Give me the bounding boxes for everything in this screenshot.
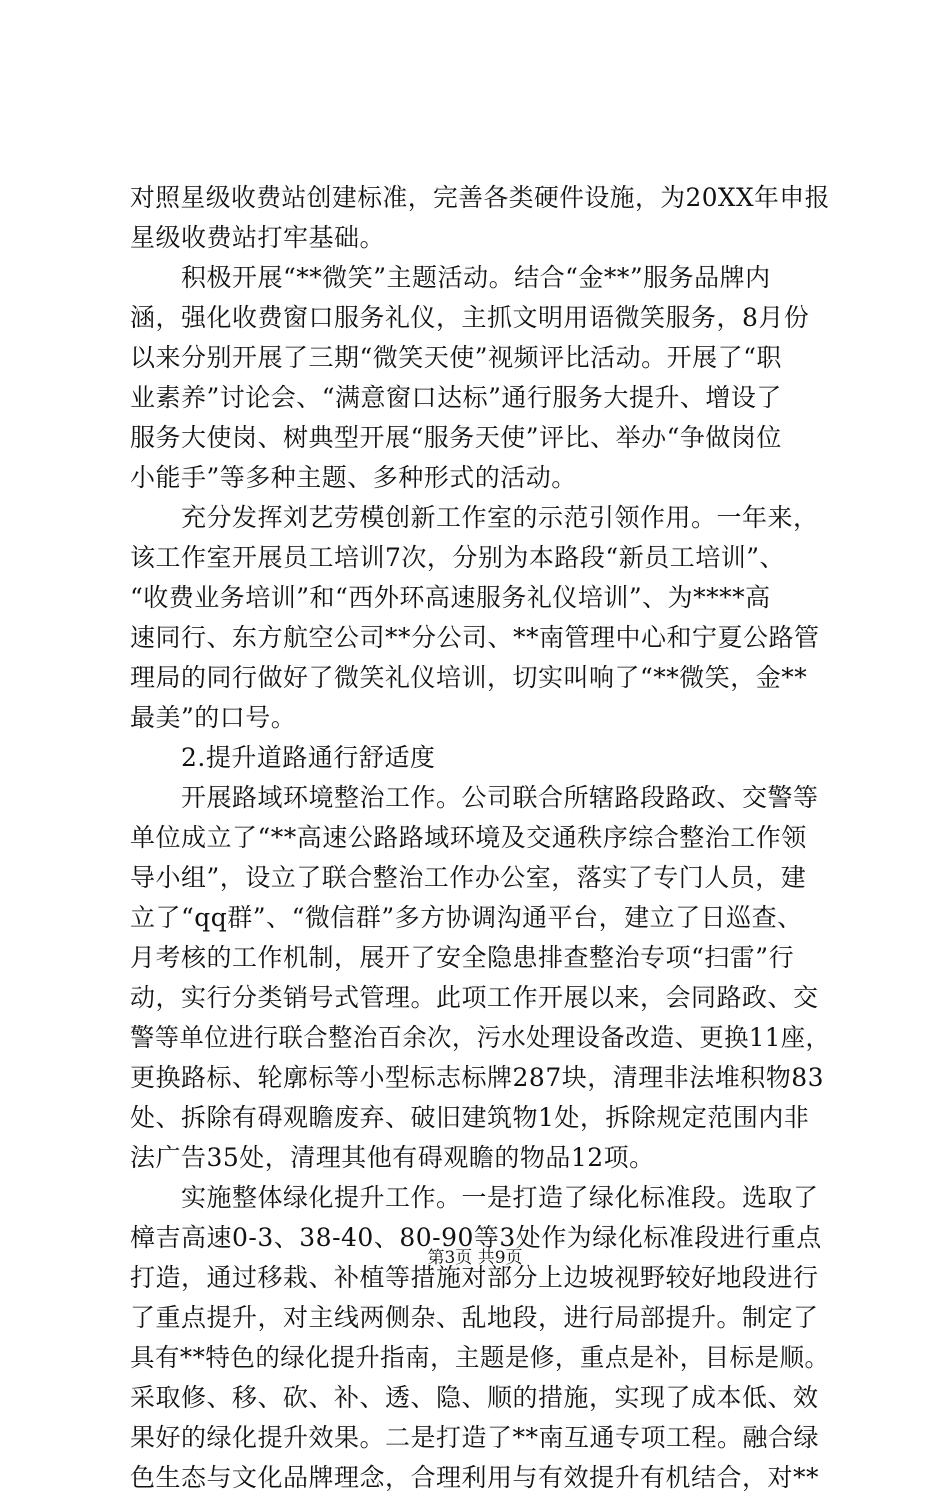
text-line: 单位成立了“**高速公路路域环境及交通秩序综合整治工作领 bbox=[130, 823, 807, 852]
text-line: 打造，通过移栽、补植等措施对部分上边坡视野较好地段进行 bbox=[130, 1263, 819, 1292]
text-line: 理局的同行做好了微笑礼仪培训，切实叫响了“**微笑，金** bbox=[130, 663, 808, 692]
text-line: 立了“qq群”、“微信群”多方协调沟通平台，建立了日巡查、 bbox=[130, 903, 803, 932]
text-line: 涵，强化收费窗口服务礼仪，主抓文明用语微笑服务，8月份 bbox=[130, 303, 810, 332]
text-line: 樟吉高速0-3、38-40、80-90等3处作为绿化标准段进行重点 bbox=[130, 1223, 822, 1252]
text-line: 采取修、移、砍、补、透、隐、顺的措施，实现了成本低、效 bbox=[130, 1383, 819, 1412]
text-line: 最美”的口号。 bbox=[130, 703, 297, 732]
text-line: 速同行、东方航空公司**分公司、**南管理中心和宁夏公路管 bbox=[130, 623, 820, 652]
text-line: 实施整体绿化提升工作。一是打造了绿化标准段。选取了 bbox=[130, 1183, 819, 1212]
document-body bbox=[130, 178, 830, 1498]
text-line: 星级收费站打牢基础。 bbox=[130, 223, 386, 252]
text-line: 导小组”，设立了联合整治工作办公室，落实了专门人员，建 bbox=[130, 863, 807, 892]
text-line: 积极开展“**微笑”主题活动。结合“金**”服务品牌内 bbox=[130, 263, 771, 292]
text-line: 警等单位进行联合整治百余次，污水处理设备改造、更换11座， bbox=[130, 1023, 830, 1052]
text-line: 以来分别开展了三期“微笑天使”视频评比活动。开展了“职 bbox=[130, 343, 782, 372]
text-line: 该工作室开展员工培训7次，分别为本路段“新员工培训”、 bbox=[130, 543, 785, 572]
text-line: 服务大使岗、树典型开展“服务天使”评比、举办“争做岗位 bbox=[130, 423, 782, 452]
text-line: 充分发挥刘艺劳模创新工作室的示范引领作用。一年来， bbox=[130, 503, 819, 532]
text-line: 了重点提升，对主线两侧杂、乱地段，进行局部提升。制定了 bbox=[130, 1303, 819, 1332]
page-footer: 第3页 共9页 bbox=[427, 1248, 523, 1268]
text-line: 2.提升道路通行舒适度 bbox=[130, 743, 436, 772]
text-line: 处、拆除有碍观瞻废弃、破旧建筑物1处，拆除规定范围内非 bbox=[130, 1103, 810, 1132]
text-line: 月考核的工作机制，展开了安全隐患排查整治专项“扫雷”行 bbox=[130, 943, 795, 972]
text-line: 法广告35处，清理其他有碍观瞻的物品12项。 bbox=[130, 1143, 655, 1172]
text-line: 动，实行分类销号式管理。此项工作开展以来，会同路政、交 bbox=[130, 983, 819, 1012]
text-line: 更换路标、轮廓标等小型标志标牌287块，清理非法堆积物83 bbox=[130, 1063, 825, 1092]
text-line: 开展路域环境整治工作。公司联合所辖路段路政、交警等 bbox=[130, 783, 819, 812]
text-line: 果好的绿化提升效果。二是打造了**南互通专项工程。融合绿 bbox=[130, 1423, 820, 1452]
text-line: “收费业务培训”和“西外环高速服务礼仪培训”、为****高 bbox=[130, 583, 771, 612]
text-line: 业素养”讨论会、“满意窗口达标”通行服务大提升、增设了 bbox=[130, 383, 782, 412]
text-line: 具有**特色的绿化提升指南，主题是修，重点是补，目标是顺。 bbox=[130, 1343, 830, 1372]
text-line: 对照星级收费站创建标准，完善各类硬件设施，为20XX年申报 bbox=[130, 183, 830, 212]
text-line: 小能手”等多种主题、多种形式的活动。 bbox=[130, 463, 577, 492]
text-line: 色生态与文化品牌理念，合理利用与有效提升有机结合，对** bbox=[130, 1463, 820, 1492]
